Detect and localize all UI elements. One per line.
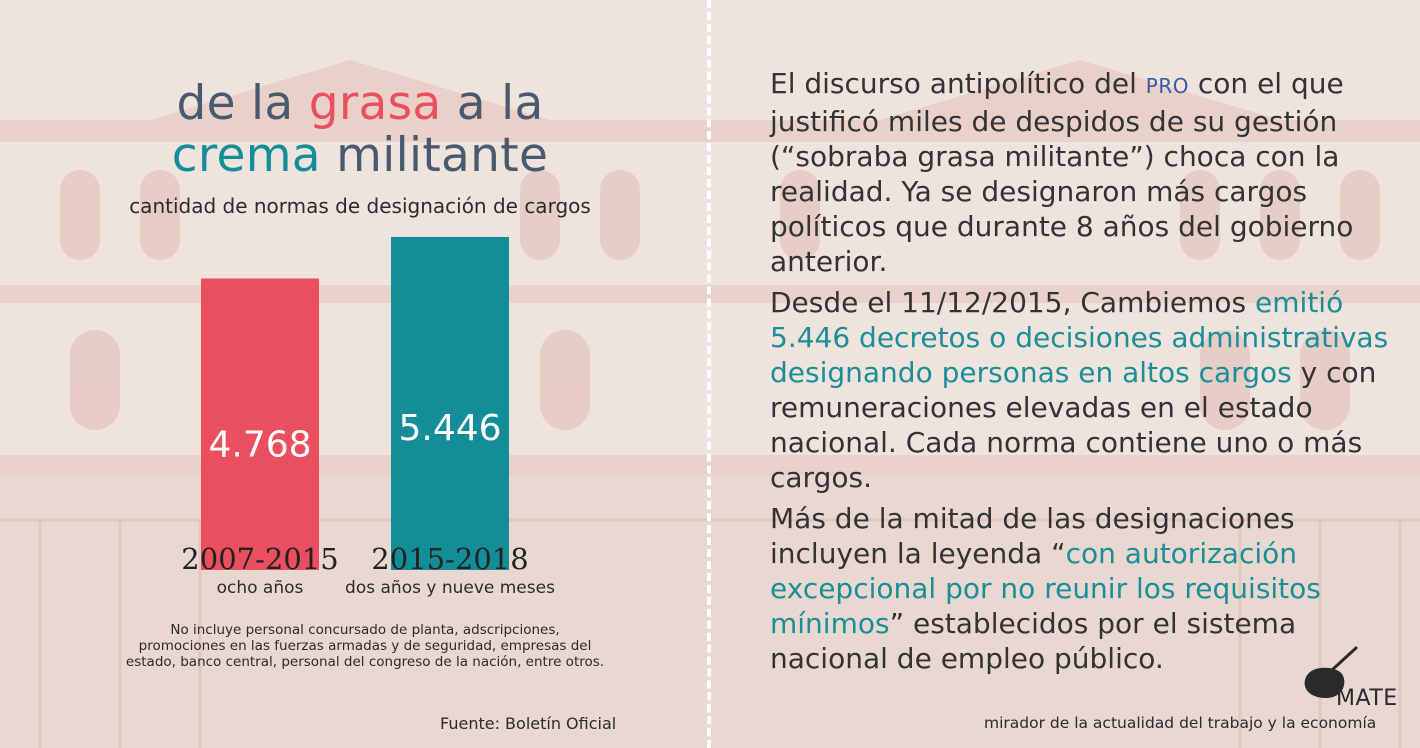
source-credit: Fuente: Boletín Oficial [440,714,617,733]
dashed-divider [707,0,711,748]
paragraph-text: El discurso antipolítico del [770,67,1137,100]
highlight-text: con autorización excepcional por no reunir los requisitos mínimos [770,537,1321,640]
highlight-text: emitió 5.446 decretos o decisiones administrativas designando personas en altos cargos [770,286,1389,389]
category-label: 2007-2015 [181,542,339,576]
paragraph-text: Más de la mitad de las designaciones incluyen la leyenda “ [770,502,1295,570]
title-part: a la [456,76,544,131]
bar-2015-2018 [391,237,509,570]
footnote-line: promociones en las fuerzas armadas y de seguridad, empresas del [138,638,592,654]
category-sublabel: dos años y nueve meses [345,578,555,598]
paragraph-text: y con remuneraciones elevadas en el estado nacional. Cada norma contiene uno o más cargos. [770,356,1377,494]
bar-value-label: 4.768 [208,424,312,466]
footnote-line: No incluye personal concursado de planta, adscripciones, [170,622,560,638]
paragraph-text: ” establecidos por el sistema nacional de empleo público. [770,607,1297,675]
category-sublabel: ocho años [216,578,304,598]
bar-chart [140,225,600,600]
title-highlight-crema: crema [171,128,321,183]
paragraph-2 [770,285,1390,495]
footnote-line: estado, banco central, personal del congreso de la nación, entre otros. [125,654,605,670]
brand-tagline: mirador de la actualidad del trabajo y la economía [984,714,1377,732]
paragraph-text: con el que justificó miles de despidos de su gestión (“sobraba grasa militante”) choca con la realidad. Ya se designaron más cargos políticos que durante 8 años del gobierno anterior. [770,67,1354,278]
paragraph-text: Desde el 11/12/2015, Cambiemos [770,286,1247,319]
paragraph-1 [770,66,1390,279]
logo-wordmark: MATE [1336,686,1398,711]
title-part: de la [176,76,294,131]
bar-value-label: 5.446 [398,408,502,450]
title-part: militante [336,128,549,183]
chart-subtitle: cantidad de normas de designación de cargos [129,194,591,218]
party-name-pro: PRO [1145,74,1189,98]
article-text [770,66,1390,682]
chart-title [90,78,630,182]
chart-footnote [60,622,670,670]
category-label: 2015-2018 [371,542,529,576]
title-highlight-grasa: grasa [308,76,442,131]
